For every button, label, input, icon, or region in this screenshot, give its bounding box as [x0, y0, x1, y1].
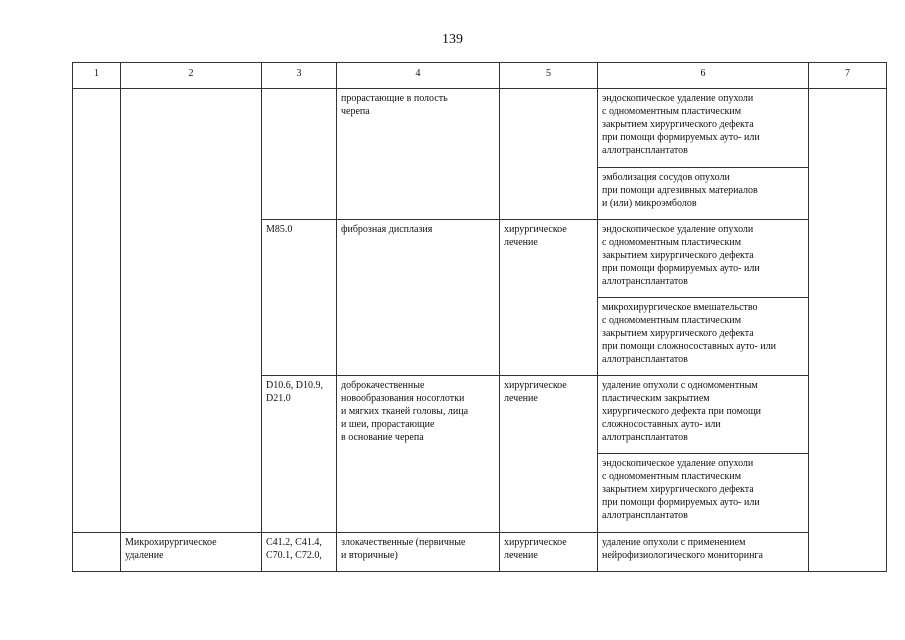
col1-cell [73, 89, 121, 533]
table-row [73, 533, 887, 572]
method-cell: удаление опухоли с одномоментным пластическим закрытием хирургического дефекта при помощи сложносоставных ауто- или аллотрансплантатов [598, 376, 809, 454]
method-cell: эндоскопическое удаление опухоли с одномоментным пластическим закрытием хирургического дефекта при помощи формируемых ауто- или аллотрансплантатов [598, 454, 809, 533]
treatment-type-cell: хирургическое лечение [500, 376, 598, 533]
header-cell-7: 7 [809, 63, 887, 89]
treatment-type-cell [500, 89, 598, 220]
method-cell: удаление опухоли с применением нейрофизиологического мониторинга [598, 533, 809, 572]
header-cell-5: 5 [500, 63, 598, 89]
header-cell-6: 6 [598, 63, 809, 89]
page-number: 139 [442, 32, 463, 47]
method-cell: эмболизация сосудов опухоли при помощи адгезивных материалов и (или) микроэмболов [598, 168, 809, 220]
method-cell: эндоскопическое удаление опухоли с одномоментным пластическим закрытием хирургического дефекта при помощи формируемых ауто- или аллотрансплантатов [598, 89, 809, 168]
table-row [73, 89, 887, 168]
icd-code-cell: C41.2, C41.4, C70.1, C72.0, [262, 533, 337, 572]
diagnosis-cell: доброкачественные новообразования носоглотки и мягких тканей головы, лица и шеи, прорастающие в основание черепа [337, 376, 500, 533]
header-cell-1: 1 [73, 63, 121, 89]
table-header-row [73, 63, 887, 89]
icd-code-cell [262, 89, 337, 220]
header-cell-4: 4 [337, 63, 500, 89]
treatment-table [72, 62, 887, 572]
method-cell: микрохирургическое вмешательство с одномоментным пластическим закрытием хирургического дефекта при помощи сложносоставных ауто- или аллотрансплантатов [598, 298, 809, 376]
icd-code-cell: M85.0 [262, 220, 337, 376]
diagnosis-cell: фиброзная дисплазия [337, 220, 500, 376]
col7-cell [809, 89, 887, 572]
header-cell-3: 3 [262, 63, 337, 89]
col1-cell [73, 533, 121, 572]
icd-code-cell: D10.6, D10.9, D21.0 [262, 376, 337, 533]
header-cell-2: 2 [121, 63, 262, 89]
method-cell: эндоскопическое удаление опухоли с одномоментным пластическим закрытием хирургического дефекта при помощи формируемых ауто- или аллотрансплантатов [598, 220, 809, 298]
treatment-type-cell: хирургическое лечение [500, 533, 598, 572]
treatment-type-cell: хирургическое лечение [500, 220, 598, 376]
diagnosis-cell: злокачественные (первичные и вторичные) [337, 533, 500, 572]
diagnosis-cell: прорастающие в полость черепа [337, 89, 500, 220]
col2-cell [121, 89, 262, 533]
procedure-name-cell: Микрохирургическое удаление [121, 533, 262, 572]
